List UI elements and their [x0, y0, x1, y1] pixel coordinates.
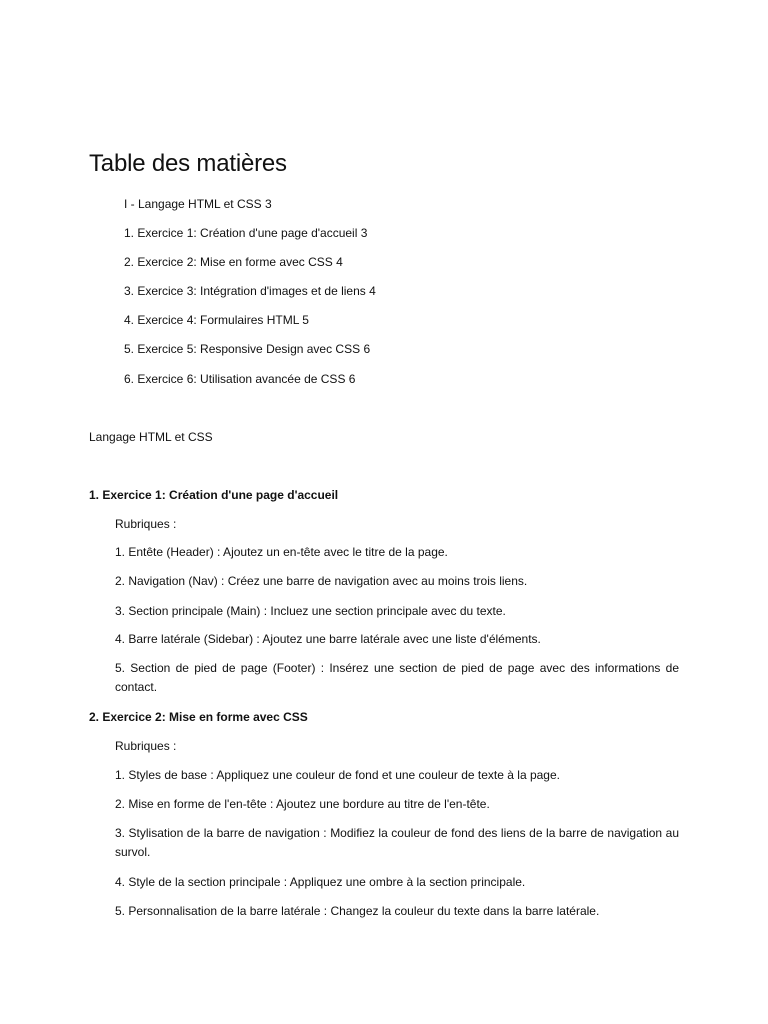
rubriques-label: Rubriques : [115, 739, 177, 753]
rubrique-item: 3. Section principale (Main) : Incluez une section principale avec du texte. [115, 604, 506, 618]
section-title: Langage HTML et CSS [89, 430, 213, 444]
toc-entry: I - Langage HTML et CSS 3 [124, 197, 272, 211]
rubrique-item: 2. Navigation (Nav) : Créez une barre de navigation avec au moins trois liens. [115, 574, 528, 588]
rubrique-item: 1. Styles de base : Appliquez une couleur de fond et une couleur de texte à la page. [115, 768, 560, 782]
exercise-title: 2. Exercice 2: Mise en forme avec CSS [89, 710, 308, 724]
toc-entry: 6. Exercice 6: Utilisation avancée de CSS 6 [124, 372, 356, 386]
rubrique-item: 5. Personnalisation de la barre latérale : Changez la couleur du texte dans la barre latérale. [115, 904, 600, 918]
rubriques-label: Rubriques : [115, 517, 177, 531]
rubrique-item: 3. Stylisation de la barre de navigation : Modifiez la couleur de fond des liens de la barre de navigation au survol. [115, 826, 679, 859]
rubrique-item: 1. Entête (Header) : Ajoutez un en-tête avec le titre de la page. [115, 545, 448, 559]
rubrique-item: 4. Barre latérale (Sidebar) : Ajoutez une barre latérale avec une liste d'éléments. [115, 632, 541, 646]
toc-entry: 3. Exercice 3: Intégration d'images et de liens 4 [124, 284, 376, 298]
rubrique-item: 4. Style de la section principale : Appliquez une ombre à la section principale. [115, 875, 526, 889]
toc-entry: 2. Exercice 2: Mise en forme avec CSS 4 [124, 255, 343, 269]
exercise-title: 1. Exercice 1: Création d'une page d'accueil [89, 488, 339, 502]
toc-title: Table des matières [89, 150, 287, 177]
toc-entry: 4. Exercice 4: Formulaires HTML 5 [124, 313, 309, 327]
rubrique-item: 5. Section de pied de page (Footer) : Insérez une section de pied de page avec des informations de contact. [115, 661, 679, 694]
toc-entry: 5. Exercice 5: Responsive Design avec CSS 6 [124, 342, 371, 356]
rubrique-item: 2. Mise en forme de l'en-tête : Ajoutez une bordure au titre de l'en-tête. [115, 797, 490, 811]
toc-entry: 1. Exercice 1: Création d'une page d'accueil 3 [124, 226, 368, 240]
